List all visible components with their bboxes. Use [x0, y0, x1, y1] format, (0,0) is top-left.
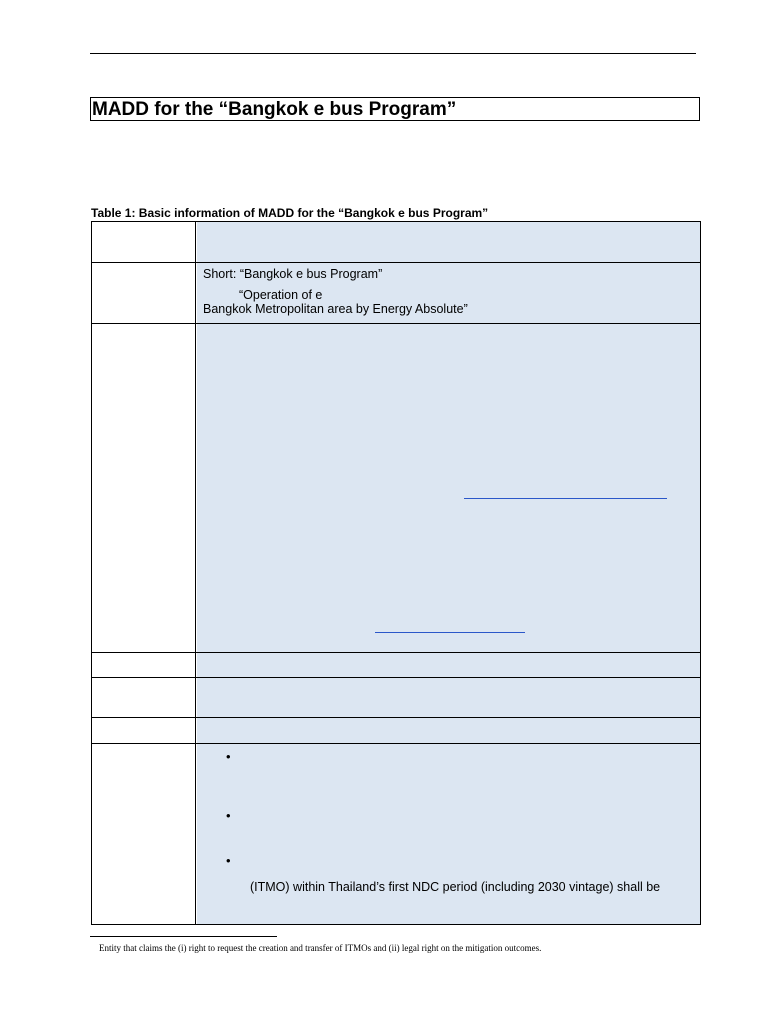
table-row-5-value: [197, 678, 700, 717]
table-row-1-label: [92, 222, 196, 262]
table-row-6-label: [92, 718, 196, 743]
hyperlink-underline[interactable]: [464, 498, 667, 499]
footnote-text: Entity that claims the (i) right to request the creation and transfer of ITMOs and (ii) legal right on the mitigation outcomes.: [99, 943, 542, 953]
long-title-text-cont: Bangkok Metropolitan area by Energy Absolute”: [203, 302, 468, 316]
table-row-2-label: [92, 263, 196, 323]
table-row-3-label: [92, 324, 196, 652]
table-row-5-label: [92, 678, 196, 717]
info-table: [91, 221, 701, 925]
title-box: [90, 97, 700, 121]
table-row-1-value: [197, 222, 700, 262]
table-row-7-label: [92, 744, 196, 924]
bullet-point: •: [226, 808, 231, 823]
table-row-6-value: [197, 718, 700, 743]
footnote-rule: [90, 936, 277, 937]
bullet-point: •: [226, 853, 231, 868]
short-title-text: Short: “Bangkok e bus Program”: [203, 267, 383, 281]
table-row-3-value: [197, 324, 700, 652]
hyperlink-underline[interactable]: [375, 632, 525, 633]
table-row-4-value: [197, 653, 700, 677]
itmo-text: (ITMO) within Thailand’s first NDC period (including 2030 vintage) shall be: [250, 880, 661, 894]
table-caption: Table 1: Basic information of MADD for the “Bangkok e bus Program”: [91, 206, 489, 220]
table-row-4-label: [92, 653, 196, 677]
header-rule: [90, 53, 696, 54]
table-row-7-value: [197, 744, 700, 924]
table-row-2-value: [197, 263, 700, 323]
long-title-text: “Operation of e: [239, 288, 323, 302]
page-title: MADD for the “Bangkok e bus Program”: [92, 99, 457, 120]
bullet-point: •: [226, 749, 231, 764]
